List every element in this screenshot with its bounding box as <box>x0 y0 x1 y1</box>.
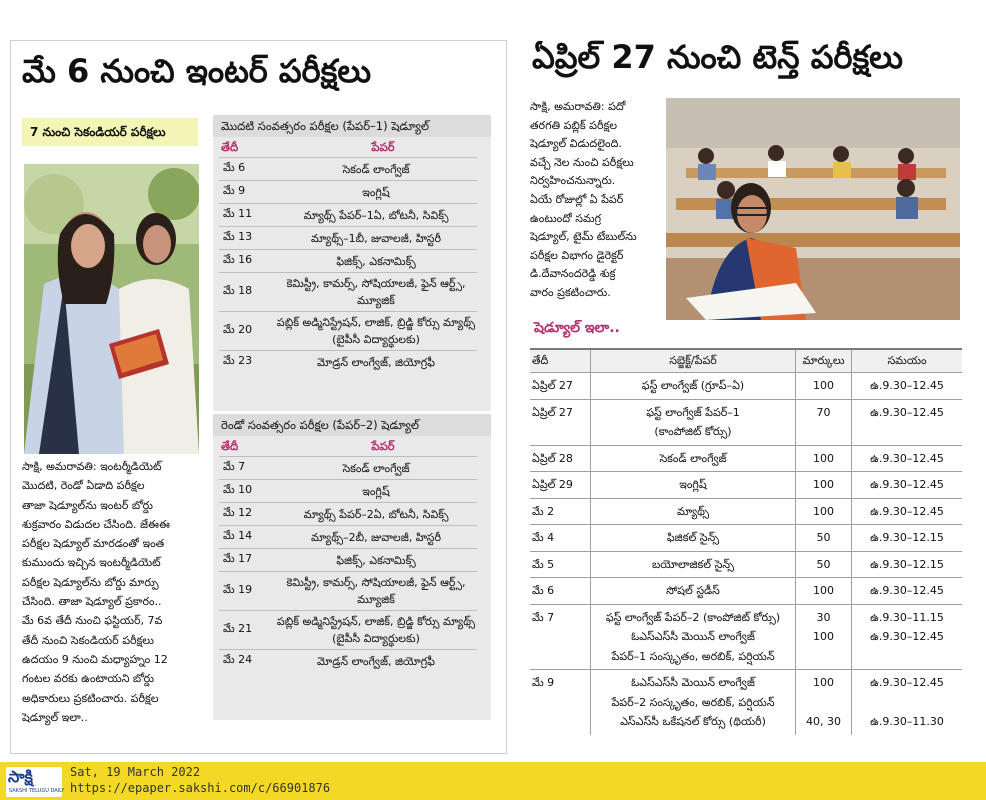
row-subject <box>590 670 796 735</box>
subject-line: ఓఎస్ఎస్‌సీ మెయిన్ లాంగ్వేజ్ <box>631 630 755 643</box>
marks-line: 70 <box>816 405 831 419</box>
schedule-row <box>219 649 477 672</box>
time-line: ఉ.9.30–12.45 <box>870 630 944 643</box>
row-time <box>852 373 962 399</box>
story-line: కుముందు ఇచ్చిన ఇంటర్మీడియెట్ <box>22 556 161 570</box>
story-line: ఉంటుందో సమగ్ర <box>530 211 602 225</box>
marks-line: 50 <box>816 531 831 544</box>
row-time <box>852 552 962 578</box>
table-header <box>530 348 962 372</box>
story-line: తాజా షెడ్యూల్‌ను ఇంటర్ బోర్డు <box>22 498 153 512</box>
subject-line: ఫిజికల్ సైన్స్ <box>666 531 720 544</box>
marks-line: 40, 30 <box>806 715 841 728</box>
schedule-row <box>219 203 477 226</box>
story-line: ఉదయం 9 నుంచి మధ్యాహ్నం 12 <box>22 652 168 666</box>
schedule-row <box>219 610 477 649</box>
logo-text: సాక్షి <box>8 767 33 786</box>
students-reading-photo <box>24 164 199 454</box>
schedule-row <box>219 272 477 311</box>
story-line: సాక్షి, అమరావతి: పదో <box>530 100 626 113</box>
row-date: మే 23 <box>223 354 253 367</box>
table-row <box>530 399 962 445</box>
row-date: మే 6 <box>223 161 246 174</box>
row-time <box>852 400 962 445</box>
footer-info <box>70 764 330 796</box>
row-date: మే 17 <box>223 552 253 565</box>
first-year-header <box>213 137 491 157</box>
row-subject <box>590 373 796 399</box>
col-date: తేదీ <box>221 140 239 154</box>
subject-line: ఇంగ్లిష్ <box>679 478 707 491</box>
table-row <box>530 577 962 604</box>
story-line: షెడ్యూల్ ఇలా.. <box>22 710 88 724</box>
subject-line: ఫస్ట్ లాంగ్వేజ్ (గ్రూప్–ఏ) <box>641 379 745 392</box>
row-date: మే 20 <box>223 323 253 336</box>
schedule-row <box>219 350 477 373</box>
first-year-title: మొదటి సంవత్సరం పరీక్షల (పేపర్–1) షెడ్యూల్ <box>213 115 491 137</box>
row-marks <box>796 472 852 498</box>
row-date: ఏప్రిల్ 28 <box>532 451 573 465</box>
schedule-row <box>219 456 477 479</box>
schedule-row <box>219 311 477 350</box>
subject-line: ఓఎస్ఎస్‌సీ మెయిన్ లాంగ్వేజ్ <box>631 676 755 689</box>
time-line: ఉ.9.30–12.45 <box>870 405 944 419</box>
row-time <box>852 446 962 472</box>
row-date: మే 7 <box>223 460 246 473</box>
row-marks <box>796 578 852 604</box>
row-paper: పబ్లిక్ అడ్మినిస్ట్రేషన్, లాజిక్, బ్రిడ్జి కోర్సు మ్యాథ్స్ (బైపీసీ విద్యార్థులకు) <box>276 316 476 346</box>
time-line: ఉ.9.30–12.45 <box>870 379 944 392</box>
inter-story <box>22 457 202 727</box>
inter-kicker: 7 నుంచి సెకండియర్ పరీక్షలు <box>22 118 198 146</box>
story-line: నిర్వహించనున్నారు. <box>530 174 616 188</box>
schedule-row <box>219 525 477 548</box>
row-time <box>852 670 962 735</box>
row-paper: మ్యాథ్స్ పేపర్–2ఏ, బోటనీ, సివిక్స్ <box>303 507 449 521</box>
time-line: ఉ.9.30–12.45 <box>870 676 944 689</box>
story-line: షెడ్యూల్ విడుదలైంది. <box>530 137 622 151</box>
row-paper: మోడ్రన్ లాంగ్వేజ్, జియోగ్రఫీ <box>317 654 435 668</box>
col-date: తేదీ <box>221 439 239 453</box>
schedule-row <box>219 180 477 203</box>
time-line <box>852 647 962 667</box>
row-subject <box>590 552 796 578</box>
row-date: మే 13 <box>223 230 253 243</box>
row-marks <box>796 400 852 445</box>
schedule-row <box>219 157 477 180</box>
row-date: మే 5 <box>532 557 555 571</box>
row-paper: మోడ్రన్ లాంగ్వేజ్, జియోగ్రఫీ <box>317 355 435 369</box>
story-line: మే 6వ తేదీ నుంచి ఫస్టియర్, 7వ <box>22 614 163 628</box>
marks-line: 100 <box>813 676 834 689</box>
exam-hall-photo <box>666 98 960 320</box>
table-row <box>530 445 962 472</box>
marks-line: 100 <box>813 584 834 597</box>
row-date: మే 11 <box>223 207 253 220</box>
subject-line: ఫస్ట్ లాంగ్వేజ్ పేపర్–1 <box>646 405 740 419</box>
sakshi-logo[interactable] <box>6 767 65 797</box>
schedule-label: షెడ్యూల్ ఇలా.. <box>534 320 620 336</box>
story-line: చేసింది. తాజా షెడ్యూల్ ప్రకారం.. <box>22 595 162 609</box>
row-date: మే 18 <box>223 284 253 297</box>
col-subject: సబ్జెక్ట్/పేపర్ <box>590 350 796 372</box>
row-paper: పబ్లిక్ అడ్మినిస్ట్రేషన్, లాజిక్, బ్రిడ్జి కోర్సు మ్యాథ్స్ (బైపీసీ విద్యార్థులకు) <box>276 615 476 645</box>
story-line: పరీక్షల విభాగం డైరెక్టర్ <box>530 248 624 262</box>
story-line: పరీక్షల షెడ్యూల్ మారడంతో ఇంత <box>22 537 165 551</box>
row-subject <box>590 578 796 604</box>
story-line: శుక్రవారం విడుదల చేసింది. జేఈఈ <box>22 517 170 531</box>
story-line: తరగతి పబ్లిక్ పరీక్షల <box>530 118 618 132</box>
schedule-row <box>219 249 477 272</box>
row-paper: మ్యాథ్స్ పేపర్–1ఏ, బోటనీ, సివిక్స్ <box>303 208 449 222</box>
row-subject <box>590 400 796 445</box>
row-paper: కెమిస్ట్రీ, కామర్స్, సోషియాలజీ, ఫైన్ ఆర్ట్స్, మ్యూజిక్ <box>286 576 466 606</box>
row-paper: మ్యాథ్స్–1బీ, జువాలజీ, హిస్టరీ <box>311 231 441 245</box>
row-paper: సెకండ్ లాంగ్వేజ్ <box>342 162 410 176</box>
marks-line: 100 <box>813 630 834 643</box>
second-year-schedule <box>213 414 491 720</box>
first-year-schedule <box>213 115 491 411</box>
marks-line: 100 <box>813 504 834 518</box>
col-paper: పేపర్ <box>371 140 395 154</box>
row-marks <box>796 525 852 551</box>
row-date: మే 9 <box>223 184 246 197</box>
story-line: అధికారులు ప్రకటించారు. పరీక్షల <box>22 691 159 705</box>
col-paper: పేపర్ <box>371 439 395 453</box>
subject-line: పేపర్–1 సంస్కృతం, అరబిక్, పర్షియన్ <box>611 649 775 663</box>
time-line: ఉ.9.30–12.15 <box>870 557 944 571</box>
time-line: ఉ.9.30–12.45 <box>870 451 944 465</box>
logo-subtext: SAKSHI TELUGU DAILY <box>9 788 65 794</box>
story-line: మొదటి, రెండో ఏడాది పరీక్షల <box>22 479 145 493</box>
subject-line: సోషల్ స్టడీస్ <box>666 584 720 597</box>
row-paper: ఇంగ్లిష్ <box>362 484 390 498</box>
row-date: ఏప్రిల్ 27 <box>532 379 573 392</box>
row-date: ఏప్రిల్ 27 <box>532 405 573 419</box>
table-row <box>530 471 962 498</box>
subject-line: ఎస్ఎస్‌సీ ఒకేషనల్ కోర్సు (థియరీ) <box>620 715 766 728</box>
row-date: మే 12 <box>223 506 253 519</box>
time-line: ఉ.9.30–11.15 <box>870 610 944 624</box>
row-paper: మ్యాథ్స్–2బీ, జువాలజీ, హిస్టరీ <box>311 530 441 544</box>
story-line: షెడ్యూల్, టైమ్ టేబుల్‌ను <box>530 230 637 244</box>
row-time <box>852 472 962 498</box>
second-year-title: రెండో సంవత్సరం పరీక్షల (పేపర్–2) షెడ్యూల్ <box>213 414 491 436</box>
tenth-story <box>530 98 660 303</box>
row-date: మే 16 <box>223 253 253 266</box>
tenth-schedule-table <box>530 348 962 735</box>
row-date: మే 10 <box>223 483 253 496</box>
subject-line: సెకండ్ లాంగ్వేజ్ <box>659 451 727 465</box>
tenth-headline: ఏప్రిల్ 27 నుంచి టెన్త్ పరీక్షలు <box>532 38 903 76</box>
row-paper: ఫిజిక్స్, ఎకనామిక్స్ <box>336 254 416 268</box>
marks-line: 100 <box>813 478 834 491</box>
time-line: ఉ.9.30–12.45 <box>870 584 944 597</box>
schedule-row <box>219 479 477 502</box>
schedule-row <box>219 502 477 525</box>
marks-line: 50 <box>816 557 831 571</box>
subject-line: బయోలాజికల్ సైన్స్ <box>652 557 734 571</box>
story-line: ఏయే రోజుల్లో ఏ పేపర్ <box>530 192 624 206</box>
row-date: మే 2 <box>532 504 555 518</box>
row-paper: ఇంగ్లిష్ <box>362 185 390 199</box>
row-subject <box>590 446 796 472</box>
time-line: ఉ.9.30–12.45 <box>870 504 944 518</box>
table-row <box>530 604 962 670</box>
subject-line: ఫస్ట్ లాంగ్వేజ్ పేపర్–2 (కాంపోజిట్ కోర్సు) <box>605 610 781 624</box>
schedule-row <box>219 548 477 571</box>
row-date: మే 7 <box>532 610 555 624</box>
subject-line: మ్యాథ్స్ <box>676 504 710 518</box>
row-paper: ఫిజిక్స్, ఎకనామిక్స్ <box>336 553 416 567</box>
row-date: ఏప్రిల్ 29 <box>532 478 573 491</box>
story-line: పరీక్షల షెడ్యూల్‌ను బోర్డు మార్పు <box>22 575 159 589</box>
row-marks <box>796 670 852 735</box>
subject-line: (కాంపోజిట్ కోర్సు) <box>654 425 732 438</box>
time-line <box>852 693 962 713</box>
marks-line: 100 <box>813 451 834 465</box>
row-date: మే 21 <box>223 622 253 635</box>
row-date: మే 9 <box>532 676 555 689</box>
row-marks <box>796 605 852 670</box>
row-marks <box>796 446 852 472</box>
marks-line <box>796 647 851 667</box>
edition-date: Sat, 19 March 2022 <box>70 765 201 779</box>
time-line: ఉ.9.30–12.45 <box>870 478 944 491</box>
marks-line <box>796 693 851 713</box>
table-row <box>530 498 962 525</box>
table-row <box>530 372 962 399</box>
col-time: సమయం <box>887 354 927 367</box>
row-date: మే 14 <box>223 529 253 542</box>
story-line: సాక్షి, అమరావతి: ఇంటర్మీడియెట్ <box>22 460 162 473</box>
col-date: తేదీ <box>532 354 549 367</box>
row-subject <box>590 525 796 551</box>
row-time <box>852 499 962 525</box>
table-row <box>530 524 962 551</box>
col-marks: మార్కులు <box>796 350 852 372</box>
story-line: గంటల వరకు ఉంటాయని బోర్డు <box>22 672 154 686</box>
epaper-url[interactable]: https://epaper.sakshi.com/c/66901876 <box>70 781 331 795</box>
inter-headline: మే 6 నుంచి ఇంటర్ పరీక్షలు <box>22 52 372 90</box>
table-row <box>530 551 962 578</box>
row-paper: కెమిస్ట్రీ, కామర్స్, సోషియాలజీ, ఫైన్ ఆర్ట్స్, మ్యూజిక్ <box>286 277 466 307</box>
row-subject <box>590 472 796 498</box>
time-line: ఉ.9.30–11.30 <box>870 715 944 728</box>
row-subject <box>590 605 796 670</box>
story-line: డి.దేవానందరెడ్డి శుక్ర <box>530 267 616 281</box>
second-year-header <box>213 436 491 456</box>
row-subject <box>590 499 796 525</box>
schedule-row <box>219 226 477 249</box>
story-line: తేదీ నుంచి సెకండియర్ పరీక్షలు <box>22 633 154 647</box>
row-date: మే 4 <box>532 531 555 544</box>
row-marks <box>796 373 852 399</box>
story-line: వచ్చే నెల నుంచి పరీక్షలు <box>530 155 634 169</box>
schedule-row <box>219 571 477 610</box>
marks-line: 100 <box>813 379 834 392</box>
row-marks <box>796 499 852 525</box>
marks-line: 30 <box>816 610 831 624</box>
row-time <box>852 605 962 670</box>
table-row <box>530 669 962 735</box>
row-date: మే 19 <box>223 583 253 596</box>
time-line: ఉ.9.30–12.15 <box>870 531 944 544</box>
row-date: మే 6 <box>532 584 555 597</box>
row-time <box>852 578 962 604</box>
row-date: మే 24 <box>223 653 253 666</box>
row-marks <box>796 552 852 578</box>
subject-line: పేపర్–2 సంస్కృతం, అరబిక్, పర్షియన్ <box>611 695 775 709</box>
row-paper: సెకండ్ లాంగ్వేజ్ <box>342 461 410 475</box>
row-time <box>852 525 962 551</box>
story-line: వారం ప్రకటించారు. <box>530 285 611 299</box>
